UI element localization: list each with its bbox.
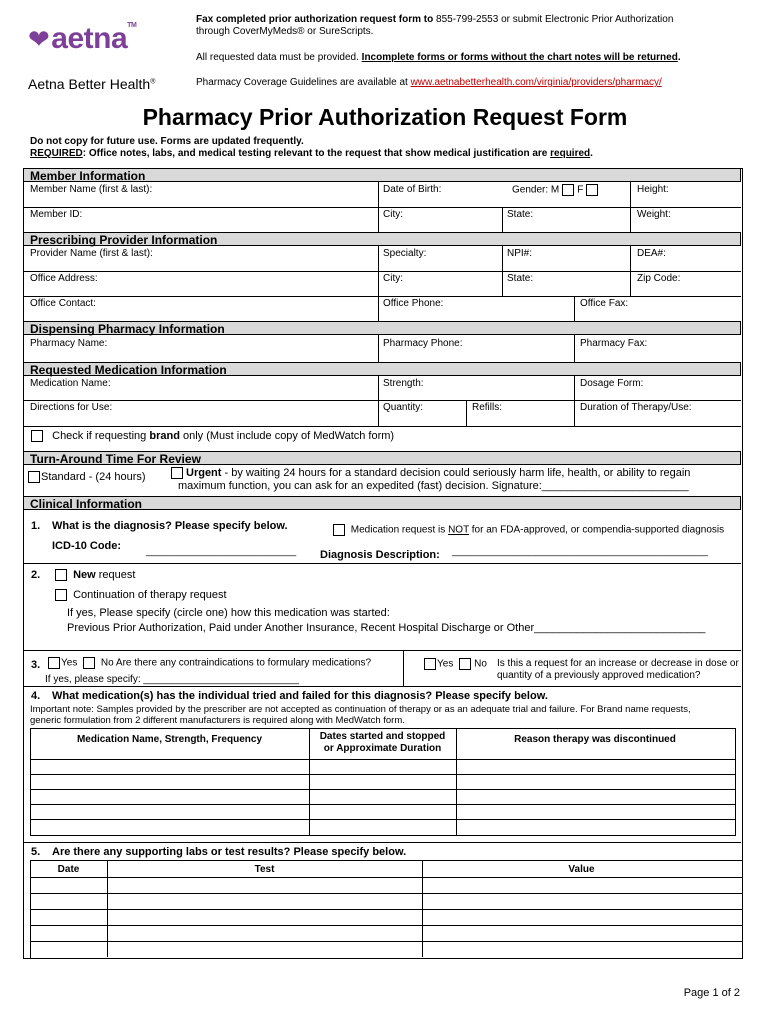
divider — [23, 563, 741, 564]
table-row[interactable] — [30, 941, 742, 942]
q3-yes-checkbox[interactable] — [48, 657, 60, 669]
height-field[interactable]: Height: — [637, 184, 669, 195]
divider — [23, 400, 741, 401]
q3-number: 3. — [31, 659, 41, 671]
provider-name-field[interactable]: Provider Name (first & last): — [30, 248, 153, 259]
standard-checkbox[interactable] — [28, 471, 40, 483]
medication-section-header: Requested Medication Information — [23, 362, 741, 376]
office-fax-field[interactable]: Office Fax: — [580, 298, 629, 309]
q1-check-row: Medication request is NOT for an FDA-approved, or compendia-supported diagnosis — [330, 524, 724, 536]
q4-number: 4. — [31, 690, 41, 702]
q4-note: Important note: Samples provided by the prescriber are not accepted as continuation of therapy or as an adequate trial and failure. For Brand name requests, generic formulation from 2 different manufacturers is required along with MedWatch form. — [30, 704, 691, 726]
q3b-text: Is this a request for an increase or decrease in dose or quantity of a previously approved medication? — [497, 658, 739, 681]
dosage-form-field[interactable]: Dosage Form: — [580, 378, 644, 389]
q2-number: 2. — [31, 569, 41, 581]
pharmacy-phone-field[interactable]: Pharmacy Phone: — [383, 338, 463, 349]
brand-checkbox[interactable] — [31, 430, 43, 442]
office-contact-field[interactable]: Office Contact: — [30, 298, 96, 309]
divider — [574, 296, 575, 321]
divider — [403, 650, 404, 686]
heart-icon: ❤ — [28, 24, 50, 54]
zip-field[interactable]: Zip Code: — [637, 273, 681, 284]
table-row[interactable] — [30, 893, 742, 894]
divider — [378, 335, 379, 362]
continuation-checkbox[interactable] — [55, 589, 67, 601]
copy-note: Do not copy for future use. Forms are updated frequently. — [30, 136, 304, 147]
urgent-option: Urgent - by waiting 24 hours for a standard decision could seriously harm life, health, or ability to regain maximum function, you can ask for an expedited (fast) decision. Signature:________________________ — [168, 467, 738, 493]
divider — [23, 207, 741, 208]
member-section-header: Member Information — [23, 168, 741, 182]
col-test: Test — [254, 864, 275, 875]
divider — [630, 182, 631, 232]
q3-no-checkbox[interactable] — [83, 657, 95, 669]
col-medication-name: Medication Name, Strength, Frequency — [76, 734, 263, 745]
divider — [502, 207, 503, 232]
col-dates: Dates started and stopped or Approximate Duration — [319, 731, 446, 754]
brand-request-row: Check if requesting brand only (Must include copy of MedWatch form) — [28, 430, 394, 442]
page-number: Page 1 of 2 — [683, 987, 740, 999]
new-request-checkbox[interactable] — [55, 569, 67, 581]
col-value: Value — [568, 864, 595, 875]
table-row[interactable] — [30, 909, 742, 910]
prescriber-section-header: Prescribing Provider Information — [23, 232, 741, 246]
page-title: Pharmacy Prior Authorization Request Form — [142, 104, 628, 130]
medication-name-field[interactable]: Medication Name: — [30, 378, 111, 389]
q5-number: 5. — [31, 846, 41, 858]
divider — [630, 246, 631, 296]
office-phone-field[interactable]: Office Phone: — [383, 298, 444, 309]
required-note: REQUIRED: Office notes, labs, and medical testing relevant to the request that show medical justification are required. — [30, 148, 593, 159]
divider — [23, 650, 741, 651]
not-fda-checkbox[interactable] — [333, 524, 345, 536]
q2-if-yes: If yes, Please specify (circle one) how this medication was started: — [67, 607, 390, 619]
aetna-better-health-label: Aetna Better Health® — [28, 76, 156, 92]
divider — [502, 246, 503, 296]
guidelines-link[interactable]: www.aetnabetterhealth.com/virginia/providers/pharmacy/ — [410, 77, 662, 88]
table-row[interactable] — [30, 774, 735, 775]
divider — [574, 376, 575, 426]
divider — [23, 842, 741, 843]
divider — [378, 246, 379, 321]
divider — [23, 686, 741, 687]
q3b-yes-checkbox[interactable] — [424, 658, 436, 670]
q3-specify-input[interactable]: If yes, please specify: ____________________________ — [45, 674, 300, 685]
divider — [23, 271, 741, 272]
weight-field[interactable]: Weight: — [637, 209, 671, 220]
q3-options: Yes No Are there any contraindications to formulary medications? — [44, 657, 371, 669]
table-row[interactable] — [30, 819, 735, 820]
q1-text: What is the diagnosis? Please specify below. — [52, 520, 288, 532]
q5-text: Are there any supporting labs or test results? Please specify below. — [52, 846, 407, 858]
office-city-field[interactable]: City: — [383, 273, 403, 284]
diagnosis-input[interactable]: ______________________________________________ — [452, 546, 708, 557]
specialty-field[interactable]: Specialty: — [383, 248, 427, 259]
divider — [23, 426, 741, 427]
clinical-section-header: Clinical Information — [23, 496, 741, 510]
turnaround-section-header: Turn-Around Time For Review — [23, 451, 741, 465]
gender-m-checkbox[interactable] — [562, 184, 574, 196]
refills-field[interactable]: Refills: — [472, 402, 503, 413]
fax-instructions: Fax completed prior authorization request form to 855-799-2553 or submit Electronic Prior Authorization through CoverMyMeds® or SureScripts. — [196, 14, 674, 37]
guidelines-note: Pharmacy Coverage Guidelines are available at www.aetnabetterhealth.com/virginia/providers/pharmacy/ — [196, 77, 662, 88]
standard-option: Standard - (24 hours) — [28, 471, 146, 483]
member-city-field[interactable]: City: — [383, 209, 403, 220]
divider — [30, 877, 742, 878]
q3b-no-checkbox[interactable] — [459, 658, 471, 670]
member-id-field[interactable]: Member ID: — [30, 209, 83, 220]
table-row[interactable] — [30, 804, 735, 805]
pharmacy-name-field[interactable]: Pharmacy Name: — [30, 338, 108, 349]
q4-text: What medication(s) has the individual tried and failed for this diagnosis? Please specify below. — [52, 690, 548, 702]
dea-field[interactable]: DEA#: — [637, 248, 666, 259]
gender-field: Gender: M F — [512, 184, 601, 196]
strength-field[interactable]: Strength: — [383, 378, 424, 389]
divider — [574, 335, 575, 362]
q1-number: 1. — [31, 520, 41, 532]
office-state-field[interactable]: State: — [507, 273, 534, 284]
divider — [378, 376, 379, 426]
member-state-field[interactable]: State: — [507, 209, 534, 220]
icd-label: ICD-10 Code: — [52, 540, 122, 552]
divider — [378, 182, 379, 232]
quantity-field[interactable]: Quantity: — [383, 402, 424, 413]
table-row[interactable] — [30, 789, 735, 790]
duration-field[interactable]: Duration of Therapy/Use: — [580, 402, 692, 413]
urgent-checkbox[interactable] — [171, 467, 183, 479]
table-row[interactable] — [30, 925, 742, 926]
divider — [466, 400, 467, 426]
q3b-options: Yes No — [424, 658, 487, 670]
required-data-note: All requested data must be provided. Incomplete forms or forms without the chart notes will be returned. — [196, 52, 681, 63]
diagnosis-label: Diagnosis Description: — [320, 549, 440, 561]
col-reason: Reason therapy was discontinued — [514, 734, 676, 745]
q2-options[interactable]: Previous Prior Authorization, Paid under Another Insurance, Recent Hospital Discharge or Other____________________________ — [67, 622, 706, 634]
pharmacy-section-header: Dispensing Pharmacy Information — [23, 321, 741, 335]
directions-field[interactable]: Directions for Use: — [30, 402, 113, 413]
continuation-option: Continuation of therapy request — [52, 589, 227, 601]
pharmacy-fax-field[interactable]: Pharmacy Fax: — [580, 338, 648, 349]
member-name-field[interactable]: Member Name (first & last): — [30, 184, 153, 195]
divider — [23, 296, 741, 297]
icd-input[interactable]: ___________________________ — [146, 546, 297, 557]
col-date: Date — [57, 864, 80, 875]
dob-field[interactable]: Date of Birth: — [383, 184, 442, 195]
divider — [30, 759, 735, 760]
new-request-option: New request — [52, 569, 135, 581]
npi-field[interactable]: NPI#: — [507, 248, 533, 259]
gender-f-checkbox[interactable] — [586, 184, 598, 196]
office-address-field[interactable]: Office Address: — [30, 273, 98, 284]
aetna-logo: ❤aetna™ — [28, 22, 137, 55]
